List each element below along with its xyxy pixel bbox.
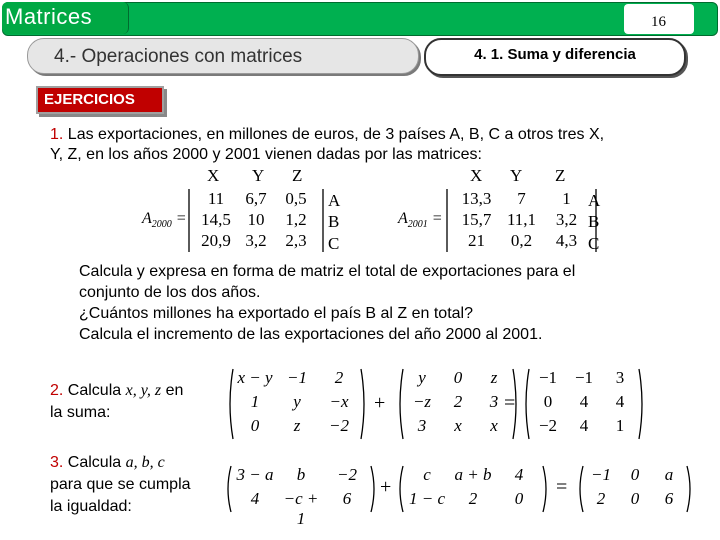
matrix-cell: 2,3 (285, 231, 307, 250)
matrix-cell: y (293, 392, 301, 411)
exercise2-text-c: la suma: (50, 404, 111, 421)
matrix-cell: 3 (489, 392, 499, 411)
row-label-a: A (328, 191, 341, 210)
matrix-a2000-left-bracket (188, 189, 196, 252)
row-label-c: C (328, 234, 340, 253)
matrix-cell: b (296, 465, 306, 484)
col-header-y: Y (252, 166, 265, 185)
matrix-a2000-label: $A_{2000}$ = (142, 210, 187, 231)
ex2-matrix1-right-bracket (360, 368, 368, 440)
matrix-cell: 3 (417, 416, 427, 435)
matrix-cell: 7 (517, 189, 526, 208)
matrix-cell: 0,5 (285, 189, 307, 208)
col-header-x: X (207, 166, 220, 185)
matrix-cell: −1 (538, 368, 558, 387)
equals-sign-2: = (556, 476, 568, 498)
exercises-badge (36, 86, 164, 114)
matrix-cell: 1 − c (408, 489, 446, 508)
ex3-matrix2-left-bracket (396, 465, 404, 513)
row-label-c-2: C (588, 234, 600, 253)
row-label-a-2: A (588, 191, 601, 210)
matrix-cell: 20,9 (201, 231, 231, 250)
ex3-matrix3-right-bracket (686, 465, 694, 513)
matrix-a2001-label: $A_{2001}$ = (398, 210, 443, 231)
matrix-cell: −2 (329, 416, 349, 435)
matrix-cell: 0 (630, 465, 640, 484)
exercise3-text-b: para que se cumpla (50, 476, 191, 493)
matrix-cell: −1 (591, 465, 611, 484)
exercise2-text-b: en (165, 382, 184, 399)
matrix-cell: 6 (342, 489, 352, 508)
col-header-x-2: X (470, 166, 483, 185)
matrix-cell: a (664, 465, 674, 484)
matrix-cell: 4 (579, 392, 589, 411)
matrix-cell: 21 (468, 231, 485, 250)
matrix-cell: 3,2 (555, 210, 578, 229)
col-header-z-2: Z (555, 166, 566, 185)
matrix-cell: 3 (615, 368, 625, 387)
matrix-cell: −1 (287, 368, 307, 387)
matrix-cell: 4 (615, 392, 625, 411)
exercise1-number: 1. (50, 126, 64, 143)
matrix-cell: x − y (237, 368, 273, 387)
exercise3-text-a: Calcula (67, 454, 122, 471)
exercise1-text1: Las exportaciones, en millones de euros, de 3 países A, B, C a otros tres X, (67, 126, 605, 143)
matrix-cell: 2 (468, 489, 478, 508)
exercise2-number: 2. (50, 382, 64, 399)
matrix-a2001-left-bracket (446, 189, 454, 252)
matrix-cell: 11,1 (506, 210, 537, 229)
exercise1-line1 (50, 125, 604, 145)
matrix-cell: z (490, 368, 498, 387)
exercises-label: EJERCICIOS (44, 91, 135, 108)
matrix-cell: 11 (207, 189, 225, 208)
matrix-cell: 3 − a (236, 465, 274, 484)
exercise2-text-a: Calcula (67, 382, 122, 399)
matrix-cell: 4 (250, 489, 260, 508)
matrix-cell: 0 (543, 392, 553, 411)
ex3-matrix1-right-bracket (370, 465, 378, 513)
matrix-cell: 2 (334, 368, 344, 387)
page-number-box (624, 4, 694, 34)
matrix-cell: 1 (250, 392, 260, 411)
ex2-matrix1-left-bracket (226, 368, 234, 440)
matrix-cell: 0 (630, 489, 640, 508)
matrix-cell: x (490, 416, 498, 435)
ex3-matrix1-left-bracket (224, 465, 232, 513)
matrix-cell: −2 (337, 465, 357, 484)
exercise3-line1 (50, 453, 165, 473)
matrix-cell: 0 (250, 416, 260, 435)
matrix-cell: −c + 1 (283, 489, 319, 528)
matrix-cell: 4 (514, 465, 524, 484)
ex2-matrix3-left-bracket (522, 368, 530, 440)
matrix-cell: 13,3 (461, 189, 492, 208)
matrix-cell: 6 (664, 489, 674, 508)
matrix-cell: 0,2 (510, 231, 533, 250)
matrix-cell: 2 (596, 489, 606, 508)
matrix-cell: x (454, 416, 462, 435)
ex2-matrix2-left-bracket (396, 368, 404, 440)
matrix-cell: 1 (562, 189, 571, 208)
equals-sign: = (504, 392, 516, 414)
matrix-cell: 0 (514, 489, 524, 508)
exercise2-line1 (50, 381, 183, 401)
matrix-cell: 14,5 (201, 210, 231, 229)
matrix-a2000-right-bracket (316, 189, 324, 252)
question-1: Calcula y expresa en forma de matriz el total de exportaciones para el (79, 263, 576, 280)
col-header-z: Z (292, 166, 303, 185)
ex3-matrix3-left-bracket (576, 465, 584, 513)
page-number: 16 (651, 14, 666, 30)
matrix-cell: −2 (538, 416, 558, 435)
matrix-cell: −1 (574, 368, 594, 387)
exercise3-vars: a, b, c (125, 454, 165, 471)
matrix-cell: −z (412, 392, 432, 411)
col-header-y-2: Y (510, 166, 523, 185)
matrix-cell: z (293, 416, 301, 435)
app-title: Matrices (5, 4, 93, 29)
question-1b: conjunto de los dos años. (79, 284, 261, 301)
exercise1-text2: Y, Z, en los años 2000 y 2001 vienen dadas por las matrices: (50, 146, 482, 163)
matrix-cell: 1,2 (285, 210, 307, 229)
matrix-cell: a + b (454, 465, 492, 484)
exercise3-text-c: la igualdad: (50, 498, 132, 515)
ex2-matrix3-right-bracket (638, 368, 646, 440)
section-header (27, 38, 419, 74)
matrix-cell: −x (329, 392, 349, 411)
matrix-cell: 4 (579, 416, 589, 435)
matrix-cell: c (423, 465, 431, 484)
matrix-cell: 15,7 (461, 210, 492, 229)
subsection-header (424, 38, 686, 76)
matrix-cell: 2 (453, 392, 463, 411)
row-label-b: B (328, 212, 340, 231)
matrix-cell: 0 (453, 368, 463, 387)
exercise2-vars: x, y, z (125, 382, 162, 399)
question-2: ¿Cuántos millones ha exportado el país B al Z en total? (79, 305, 473, 322)
matrix-cell: 10 (247, 210, 265, 229)
row-label-b-2: B (588, 212, 600, 231)
question-3: Calcula el incremento de las exportaciones del año 2000 al 2001. (79, 326, 543, 343)
matrix-cell: 6,7 (245, 189, 267, 208)
plus-sign-2: + (380, 476, 392, 498)
ex3-matrix2-right-bracket (542, 465, 550, 513)
exercise3-number: 3. (50, 454, 64, 471)
matrix-cell: 1 (615, 416, 625, 435)
matrix-cell: 4,3 (555, 231, 578, 250)
subsection-title: 4. 1. Suma y diferencia (474, 46, 636, 63)
section-title: 4.- Operaciones con matrices (54, 46, 303, 67)
matrix-cell: 3,2 (245, 231, 267, 250)
matrix-cell: y (418, 368, 426, 387)
plus-sign: + (374, 392, 386, 414)
